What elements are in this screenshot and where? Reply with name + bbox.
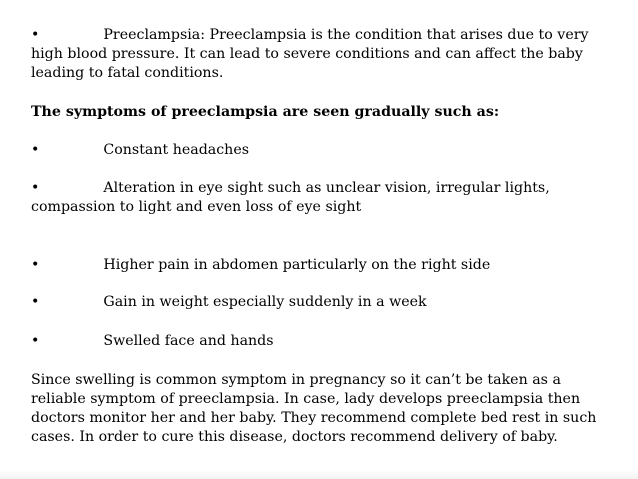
list-item [31, 256, 619, 275]
list-bullet: • [31, 142, 40, 158]
list-item [31, 332, 619, 351]
list-item-text: Swelled face and hands [103, 333, 274, 349]
intro-bullet: • [31, 27, 40, 43]
list-item-text: Higher pain in abdomen particularly on the right side [103, 257, 491, 273]
list-item [31, 141, 619, 160]
conclusion-paragraph: Since swelling is common symptom in pregnancy so it can’t be taken as a reliable symptom of preeclampsia. In case, lady develops preeclampsia then doctors monitor her and her baby. They recommend complete bed rest in such cases. In order to cure this disease, doctors recommend delivery of baby. [31, 372, 597, 445]
slide-bottom-shade [0, 470, 638, 479]
symptoms-heading: The symptoms of preeclampsia are seen gradually such as: [31, 104, 500, 120]
list-bullet: • [31, 180, 40, 196]
intro-paragraph [31, 26, 619, 83]
list-item-text: Gain in weight especially suddenly in a week [103, 294, 427, 310]
list-item-text: Alteration in eye sight such as unclear vision, irregular lights, compassion to light and even loss of eye sight [31, 180, 550, 215]
list-bullet: • [31, 333, 40, 349]
list-item [31, 293, 619, 312]
intro-text: Preeclampsia: Preeclampsia is the condition that arises due to very high blood pressure. It can lead to severe conditions and can affect the baby leading to fatal conditions. [31, 27, 589, 81]
list-item-text: Constant headaches [103, 142, 249, 158]
list-bullet: • [31, 294, 40, 310]
list-item [31, 179, 619, 217]
list-bullet: • [31, 257, 40, 273]
